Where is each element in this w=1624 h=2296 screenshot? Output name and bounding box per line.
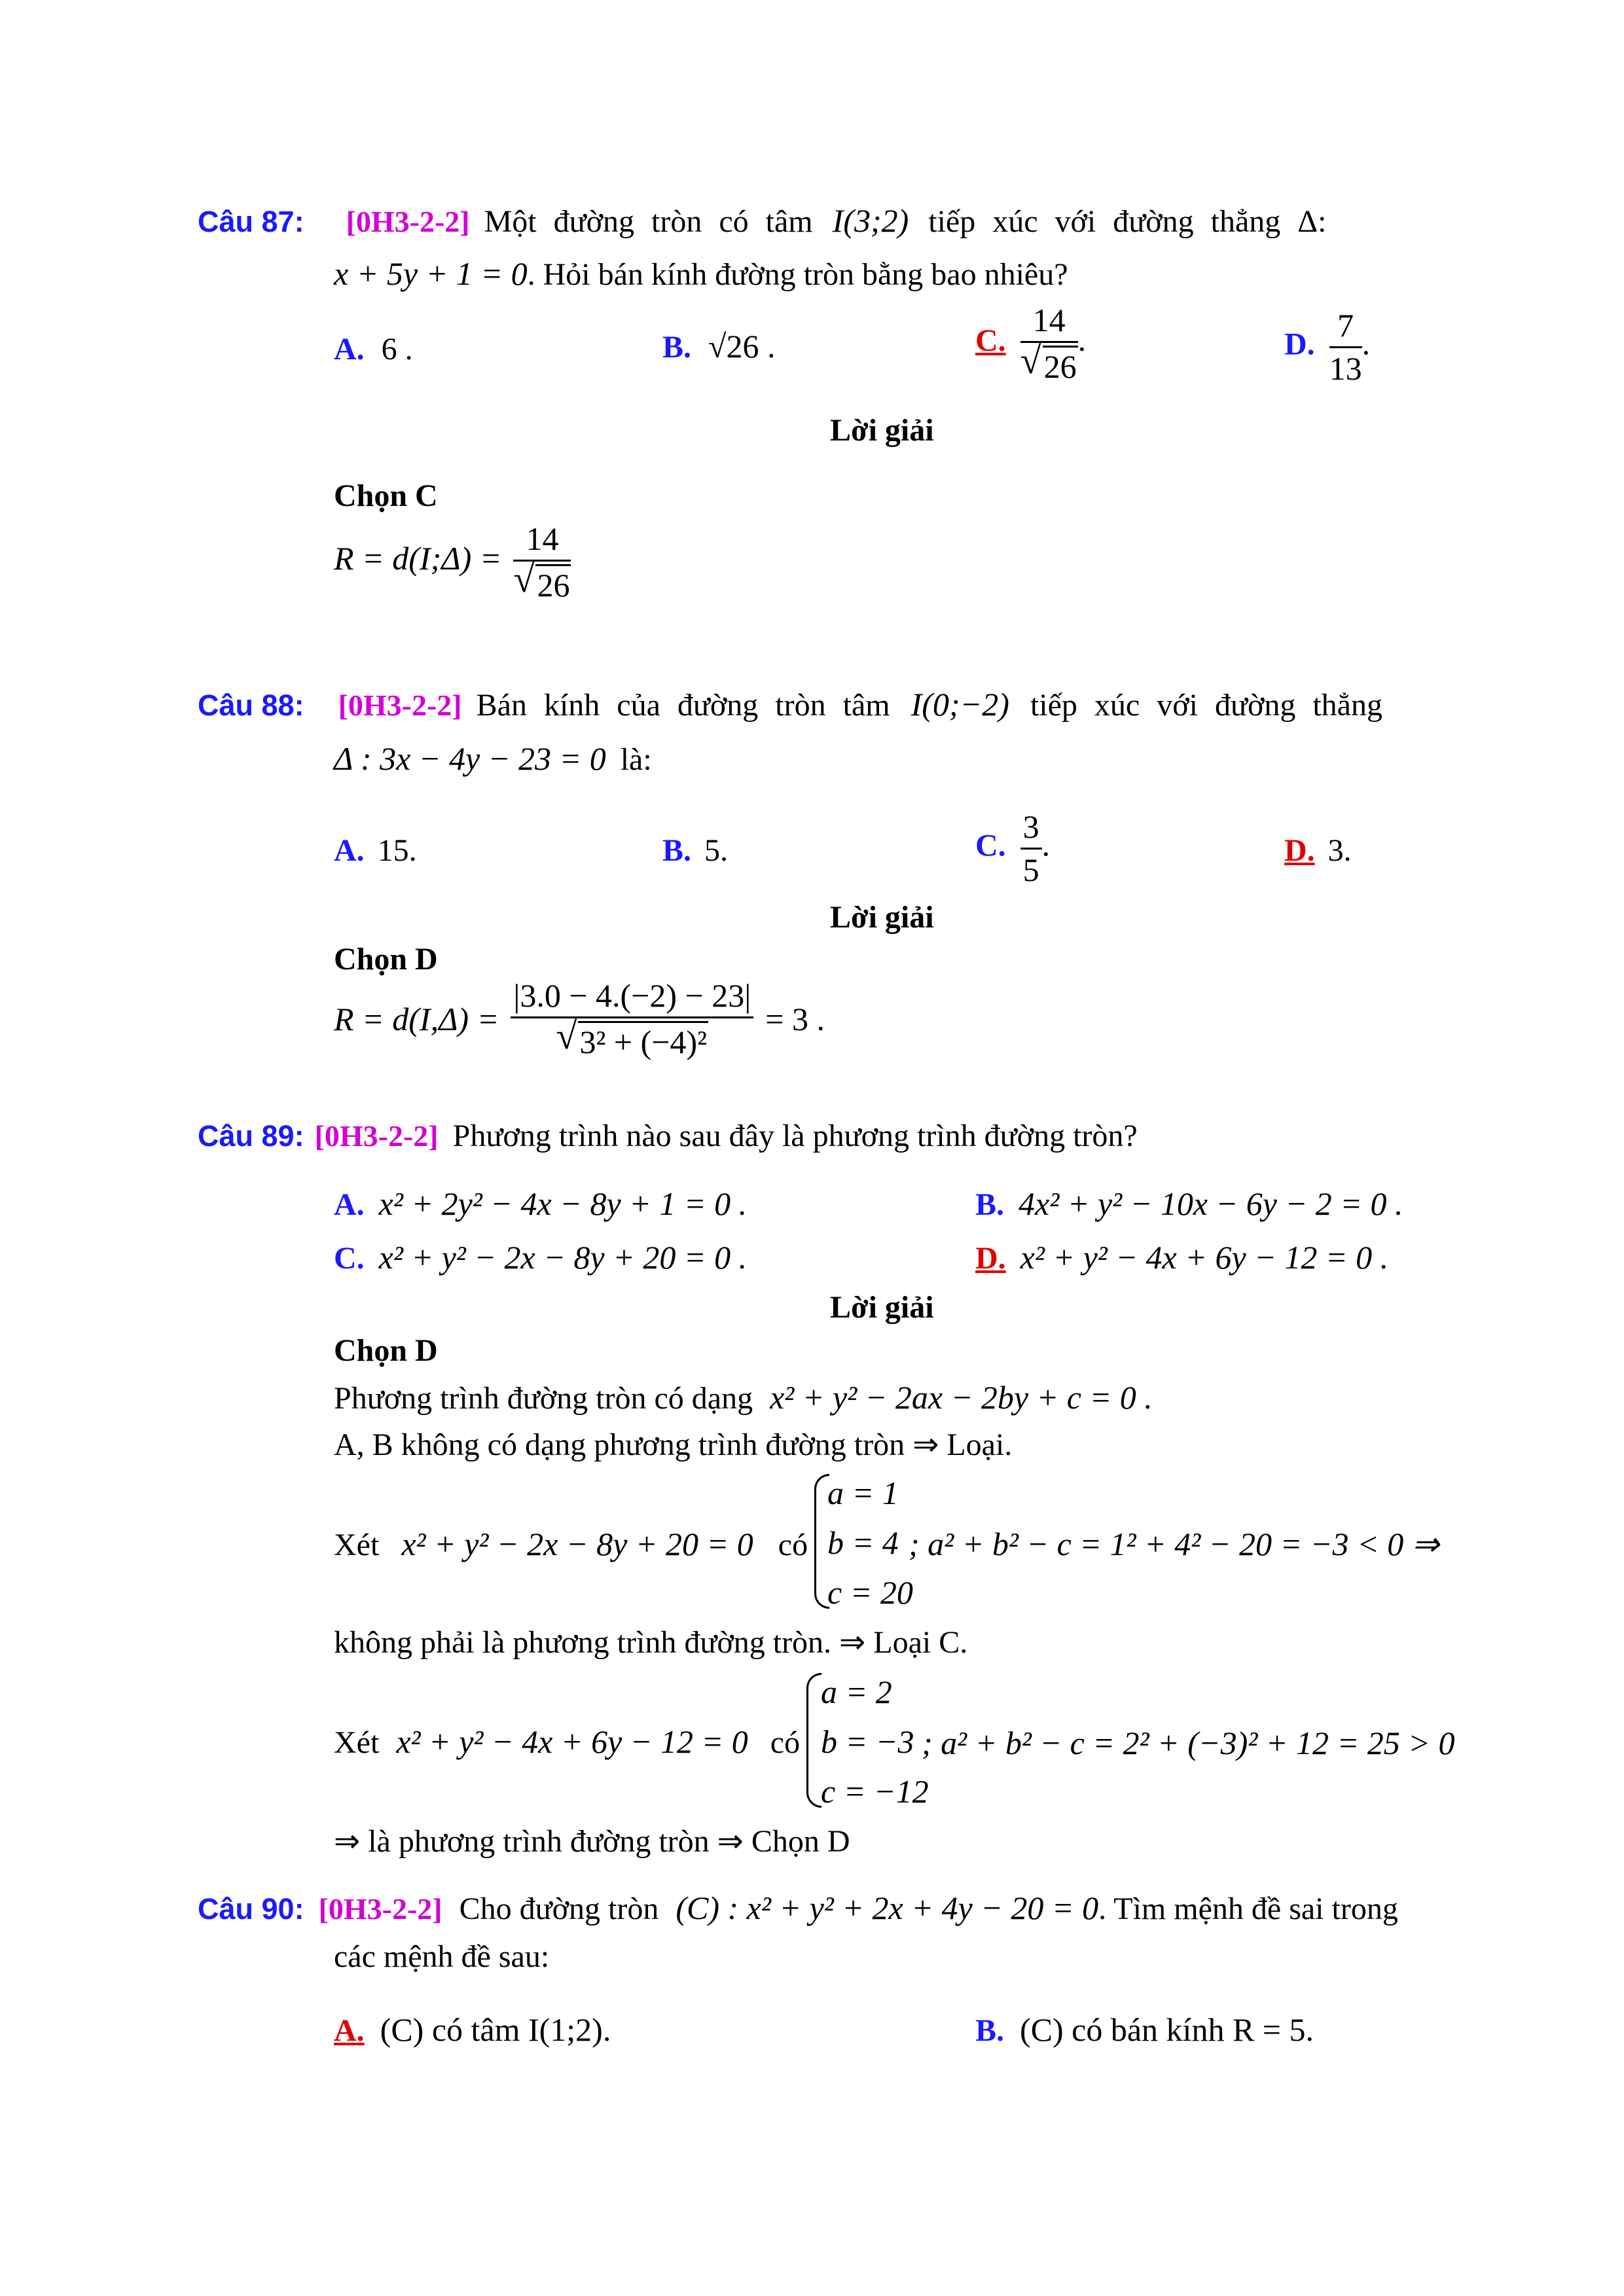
q87-option-c-num: 14 — [1020, 302, 1078, 343]
q89-option-d[interactable] — [975, 1241, 1388, 1274]
q89-label: Câu 89: — [198, 1119, 304, 1153]
q90-tag: [0H3-2-2] — [318, 1892, 442, 1926]
q88-tag: [0H3-2-2] — [338, 689, 462, 722]
q89-option-b-value: 4x² + y² − 10x − 6y − 2 = 0 . — [1019, 1185, 1403, 1222]
q90-text3: các mệnh đề sau: — [334, 1939, 550, 1974]
q90-eq: (C) : x² + y² + 2x + 4y − 20 = 0 — [676, 1890, 1099, 1926]
q89-xet2 — [334, 1725, 800, 1759]
q89-option-c-letter: C. — [334, 1241, 365, 1276]
q89-xet2-sys-2: b = −3 — [821, 1723, 914, 1760]
sqrt-icon: √ — [513, 558, 535, 600]
q88-formula-right: = 3 . — [765, 1001, 825, 1037]
q87-line1 — [198, 204, 1428, 238]
q88-line1 — [198, 688, 1428, 721]
q88-option-b[interactable] — [662, 835, 728, 867]
q89-xet1-prefix: Xét — [334, 1528, 380, 1562]
q89-line1-eq: x² + y² − 2ax − 2by + c = 0 . — [770, 1379, 1153, 1416]
q88-text3: là: — [620, 742, 652, 777]
q87-option-b[interactable] — [662, 330, 775, 363]
q87-option-d-num: 7 — [1329, 308, 1362, 348]
q89-xet2-result: ; a² + b² − c = 2² + (−3)² + 12 = 25 > 0 — [922, 1725, 1455, 1761]
q87-option-c-den-wrap — [1020, 339, 1078, 385]
q87-option-d[interactable]: D. $\frac{7}{13}$ . — [1284, 307, 1371, 387]
q89-xet2-eq: x² + y² − 4x + 6y − 12 = 0 — [396, 1723, 748, 1760]
q88-line2 — [334, 742, 652, 776]
q88-center: I(0;−2) — [911, 686, 1009, 723]
q87-option-d-letter: D. — [1284, 327, 1315, 362]
q89-line1-text: Phương trình đường tròn có dạng — [334, 1381, 753, 1416]
q89-xet1 — [334, 1528, 808, 1561]
q87-formula — [334, 521, 571, 603]
q90-text1: Cho đường tròn — [459, 1892, 659, 1926]
q88-option-a-letter: A. — [334, 833, 365, 868]
q89-solution-line1 — [334, 1381, 1153, 1414]
q87-option-a-letter: A. — [334, 332, 365, 367]
q89-xet2-sys-1: a = 2 — [821, 1674, 892, 1710]
q87-option-c-letter: C. — [975, 323, 1006, 359]
q89-xet2-co: có — [770, 1725, 801, 1760]
q89-option-a[interactable] — [334, 1187, 747, 1221]
q89-option-b[interactable] — [975, 1187, 1403, 1221]
q89-solution-line3: không phải là phương trình đường tròn. ⇒ Loại C. — [334, 1625, 968, 1660]
q88-option-d-value: 3. — [1327, 833, 1352, 868]
q90-option-b-letter: B. — [975, 2013, 1005, 2048]
q87-line2 — [334, 257, 1068, 291]
q89-xet1-sys-2: b = 4 — [827, 1524, 899, 1561]
q90-line1 — [198, 1892, 1398, 1925]
q87-label: Câu 87: — [198, 205, 304, 238]
q88-option-d[interactable] — [1284, 835, 1352, 867]
q87-formula-den: 26 — [535, 564, 571, 603]
q87-option-b-letter: B. — [662, 330, 692, 365]
q87-option-c-fraction — [1020, 302, 1078, 385]
q88-formula-den: 3² + (−4)² — [578, 1021, 708, 1060]
q88-label: Câu 88: — [198, 689, 304, 722]
q87-option-b-value: √26 . — [708, 328, 776, 365]
q88-option-c-den: 5 — [1022, 852, 1039, 888]
q87-option-a[interactable] — [334, 334, 413, 365]
q88-option-a[interactable] — [334, 835, 417, 867]
q88-option-b-value: 5. — [704, 833, 729, 868]
q89-option-d-value: x² + y² − 4x + 6y − 12 = 0 . — [1020, 1239, 1389, 1276]
q89-line1 — [198, 1121, 1138, 1152]
q87-text3: . Hỏi bán kính đường tròn bằng bao nhiêu? — [527, 257, 1068, 292]
q88-choice: Chọn D — [334, 942, 438, 977]
q89-solution-line4: ⇒ là phương trình đường tròn ⇒ Chọn D — [334, 1824, 850, 1859]
q87-tag: [0H3-2-2] — [346, 205, 470, 238]
q90-option-b-value: (C) có bán kính R = 5. — [1020, 2011, 1314, 2048]
q89-xet1-sys-3: c = 20 — [827, 1574, 913, 1611]
q88-option-c-fraction — [1020, 809, 1042, 888]
q89-option-a-letter: A. — [334, 1187, 365, 1222]
q88-line-eq: Δ : 3x − 4y − 23 = 0 — [334, 740, 606, 777]
q89-option-b-letter: B. — [975, 1187, 1005, 1222]
q89-choice: Chọn D — [334, 1333, 438, 1368]
q88-option-a-value: 15. — [377, 833, 417, 868]
sqrt-icon: √ — [556, 1014, 577, 1057]
q87-choice: Chọn C — [334, 478, 438, 513]
q89-option-a-value: x² + 2y² − 4x − 8y + 1 = 0 . — [378, 1185, 748, 1222]
q89-option-c[interactable] — [334, 1241, 747, 1274]
q88-formula — [334, 978, 825, 1060]
q89-xet1-eq: x² + y² − 2x − 8y + 20 = 0 — [401, 1526, 753, 1562]
q88-formula-left: R = d(I,Δ) = — [334, 1001, 499, 1037]
q89-xet2-prefix: Xét — [334, 1725, 380, 1760]
q89-tag: [0H3-2-2] — [314, 1119, 439, 1153]
q87-center: I(3;2) — [832, 202, 909, 239]
q88-option-b-letter: B. — [662, 833, 692, 868]
q87-option-a-value: 6 . — [381, 332, 413, 367]
q89-xet1-sys-1: a = 1 — [827, 1475, 899, 1511]
q88-formula-fraction — [511, 978, 753, 1060]
q87-formula-left: R = d(I;Δ) = — [334, 540, 502, 577]
q90-option-a-letter: A. — [334, 2013, 365, 2048]
q87-formula-fraction — [513, 521, 571, 603]
q89-text: Phương trình nào sau đây là phương trình đường tròn? — [452, 1119, 1138, 1153]
q87-text1: Một đường tròn có tâm — [484, 204, 813, 239]
q88-solution-heading: Lời giải — [830, 900, 934, 935]
q87-line-eq: x + 5y + 1 = 0 — [334, 255, 528, 292]
q87-option-d-den: 13 — [1329, 350, 1362, 387]
q89-xet1-co: có — [778, 1528, 808, 1562]
q88-option-c[interactable]: C. $\frac{3}{5}$ . — [975, 808, 1051, 888]
q87-option-d-fraction — [1329, 308, 1362, 387]
q87-text2: tiếp xúc với đường thẳng Δ: — [928, 204, 1327, 239]
q89-option-d-letter: D. — [975, 1241, 1006, 1276]
q89-xet2-sys-3: c = −12 — [821, 1773, 929, 1810]
q89-option-c-value: x² + y² − 2x − 8y + 20 = 0 . — [378, 1239, 748, 1276]
q89-solution-heading: Lời giải — [830, 1290, 934, 1325]
q88-text1: Bán kính của đường tròn tâm — [476, 688, 890, 723]
q89-xet2-brace — [806, 1673, 821, 1808]
q90-option-a[interactable] — [334, 2013, 611, 2047]
q87-option-c-den: 26 — [1043, 346, 1078, 385]
q90-label: Câu 90: — [198, 1892, 304, 1926]
q89-solution-line2: A, B không có dạng phương trình đường tròn ⇒ Loại. — [334, 1427, 1013, 1462]
q88-option-c-letter: C. — [975, 828, 1006, 863]
q88-option-c-num: 3 — [1020, 809, 1042, 850]
q90-text2: . Tìm mệnh đề sai trong — [1098, 1892, 1398, 1926]
q88-formula-num: |3.0 − 4.(−2) − 23| — [511, 978, 753, 1018]
sqrt-icon: √ — [1020, 339, 1041, 382]
q90-option-b[interactable] — [975, 2013, 1314, 2047]
q87-option-c[interactable]: C. 14 √ 26 . — [975, 302, 1087, 385]
q89-xet1-result: ; a² + b² − c = 1² + 4² − 20 = −3 < 0 ⇒ — [909, 1526, 1439, 1562]
q88-text2: tiếp xúc với đường thẳng — [1030, 688, 1382, 723]
q88-option-d-letter: D. — [1284, 833, 1315, 868]
q87-formula-num: 14 — [513, 521, 571, 562]
q90-option-a-value: (C) có tâm I(1;2). — [380, 2011, 611, 2048]
q87-solution-heading: Lời giải — [830, 413, 934, 448]
